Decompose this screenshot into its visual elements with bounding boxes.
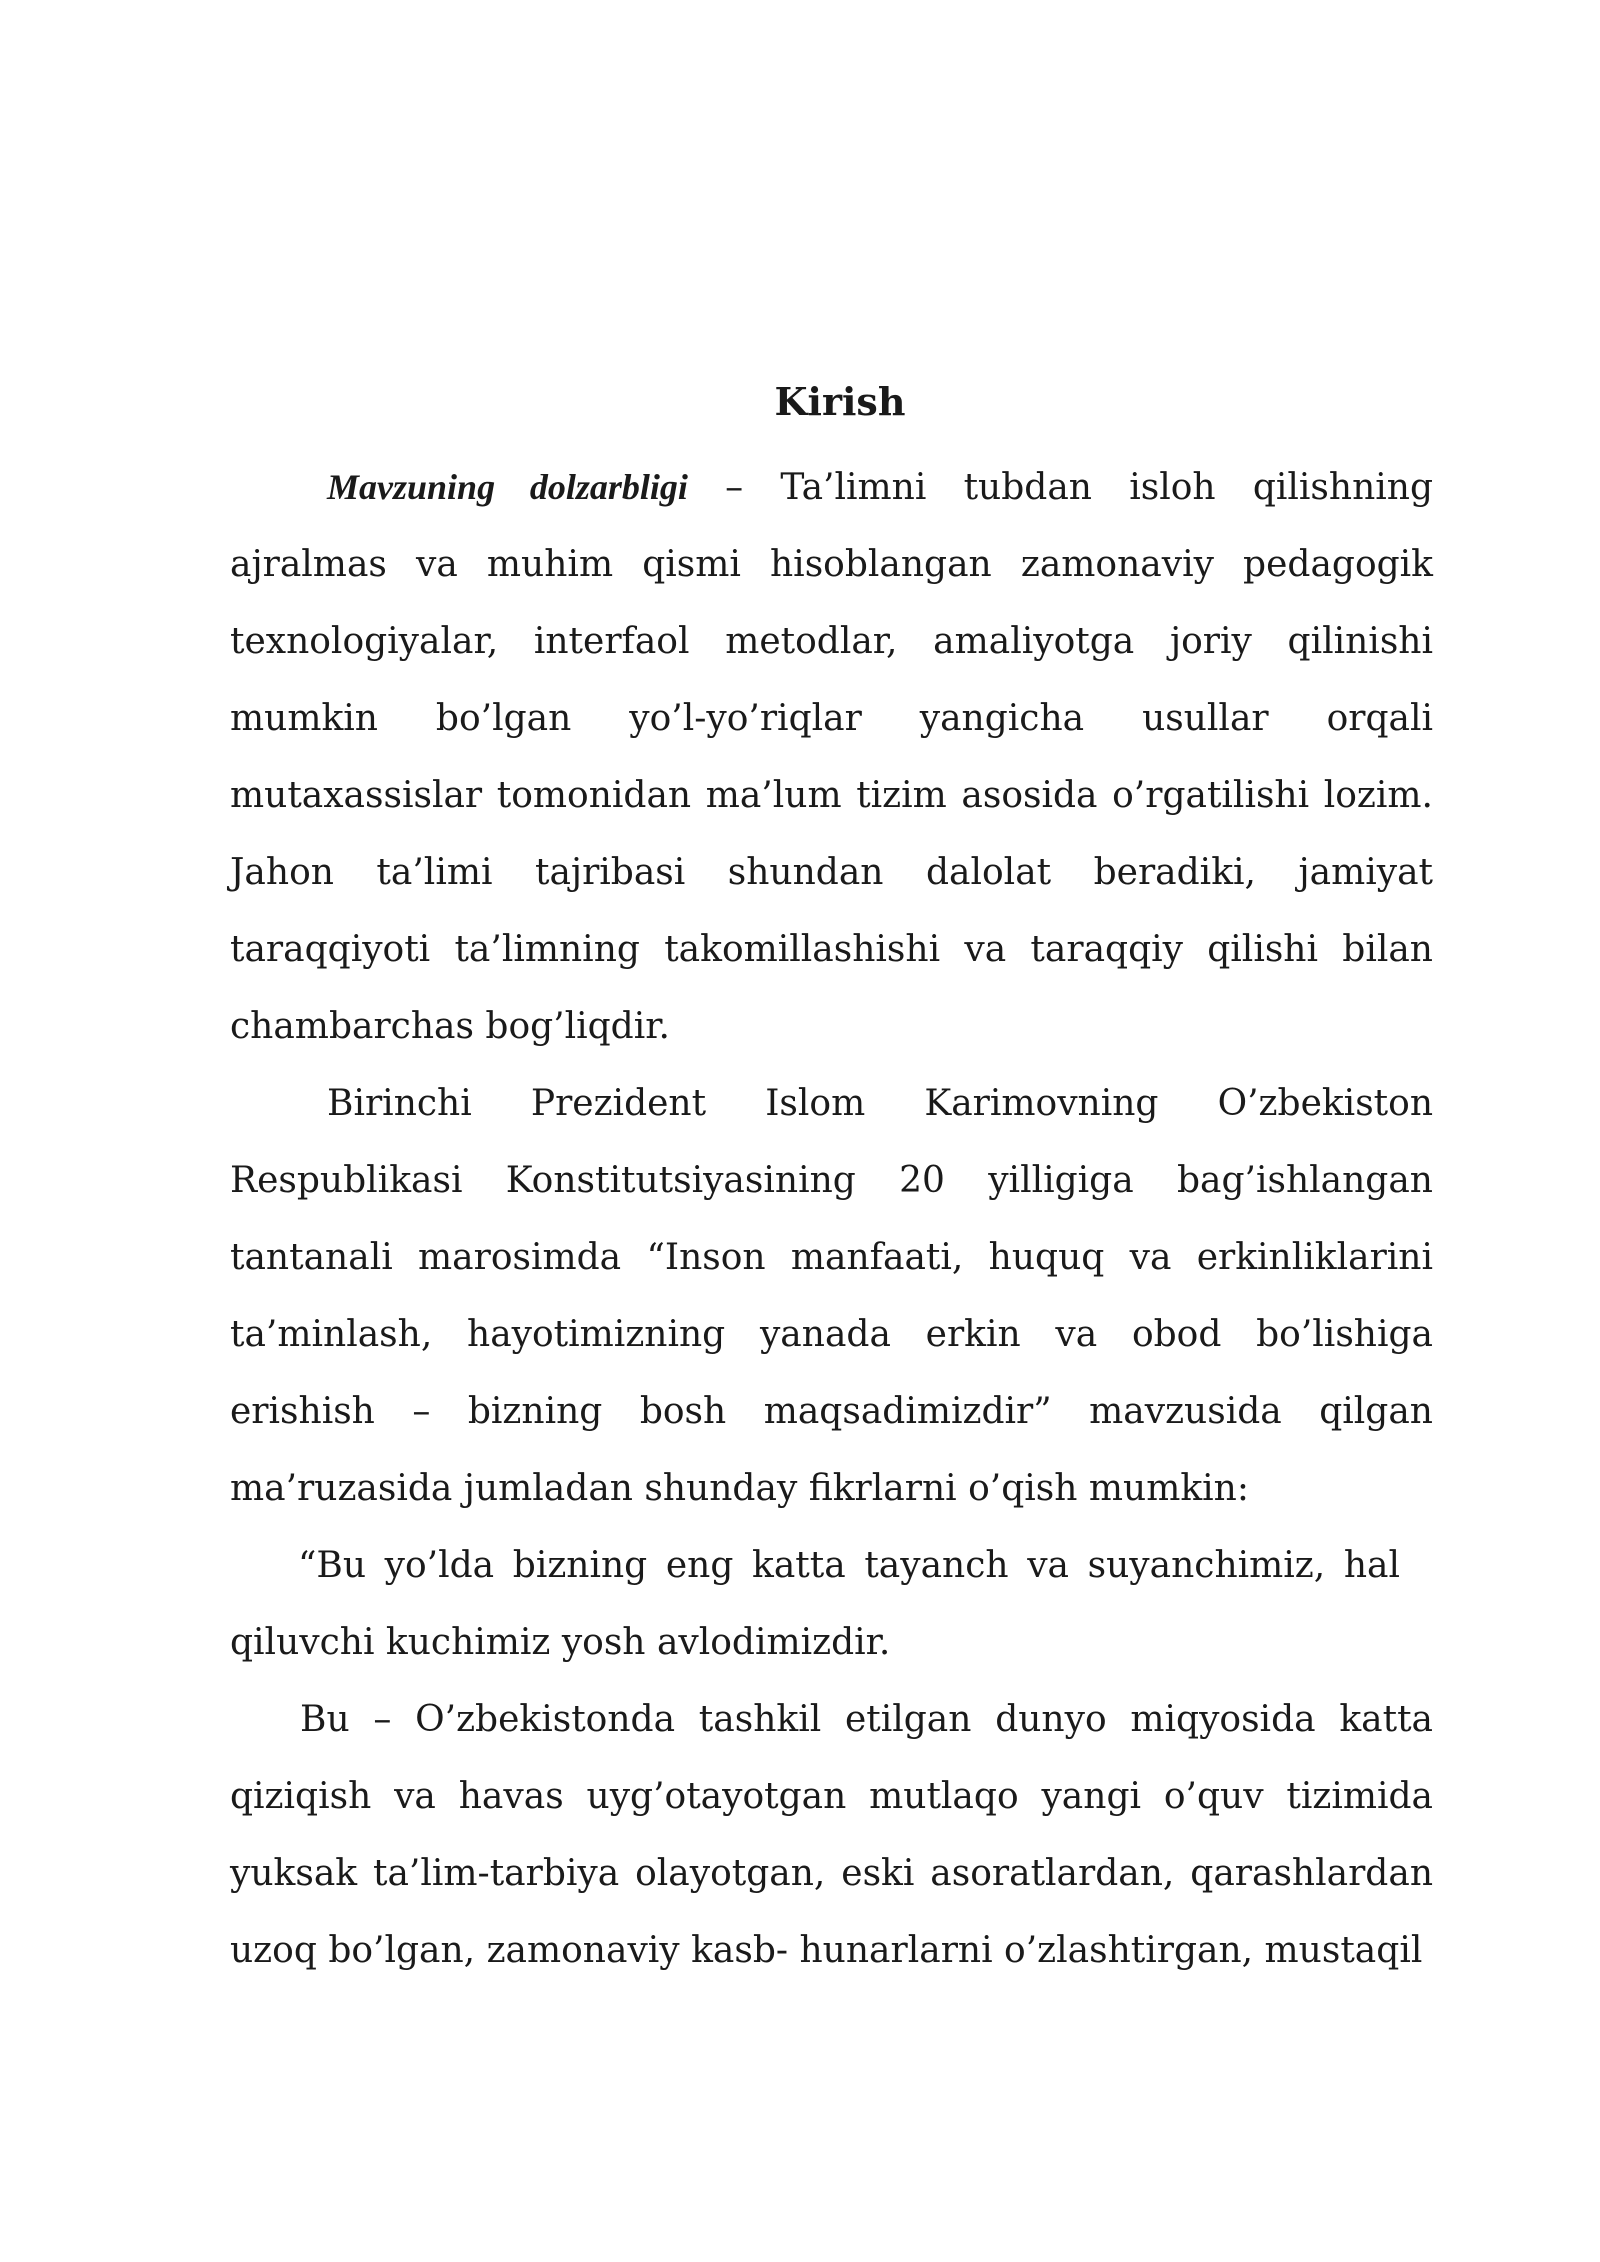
paragraph-quote: “Bu yo’lda bizning eng katta tayanch va suyanchimiz, hal qiluvchi kuchimiz yosh avlodimizdir. bbox=[230, 1545, 1400, 1663]
paragraph-lead-term: Mavzuning dolzarbligi bbox=[327, 467, 688, 507]
paragraph-relevance bbox=[230, 449, 1433, 1065]
paragraph-text: – Ta’limni tubdan isloh qilishning ajralmas va muhim qismi hisoblangan zamonaviy pedagogik texnologiyalar, interfaol metodlar, amaliyotga joriy qilinishi mumkin bo’lgan yo’l-yo’riqlar yangicha usullar orqali mutaxassislar tomonidan ma’lum tizim asosida o’rgatilishi lozim. Jahon ta’limi tajribasi shundan dalolat beradiki, jamiyat taraqqiyoti ta’limning takomillashishi va taraqqiy qilishi bilan chambarchas bog’liqdir. bbox=[230, 467, 1433, 1047]
paragraph-education-system: Bu – O’zbekistonda tashkil etilgan dunyo miqyosida katta qiziqish va havas uyg’otayotgan mutlaqo yangi o’quv tizimida yuksak ta’lim-tarbiya olayotgan, eski asoratlardan, qarashlardan uzoq bo’lgan, zamonaviy kasb- hunarlarni o’zlashtirgan, mustaqil bbox=[230, 1699, 1433, 1971]
paragraph-president-speech: Birinchi Prezident Islom Karimovning O’zbekiston Respublikasi Konstitutsiyasining 20 yilligiga bag’ishlangan tantanali marosimda “Inson manfaati, huquq va erkinliklarini ta’minlash, hayotimizning yanada erkin va obod bo’lishiga erishish – bizning bosh maqsadimizdir” mavzusida qilgan ma’ruzasida jumladan shunday fikrlarni o’qish mumkin: bbox=[230, 1083, 1433, 1509]
document-body bbox=[230, 449, 1433, 1989]
page-title: Kirish bbox=[774, 379, 906, 424]
